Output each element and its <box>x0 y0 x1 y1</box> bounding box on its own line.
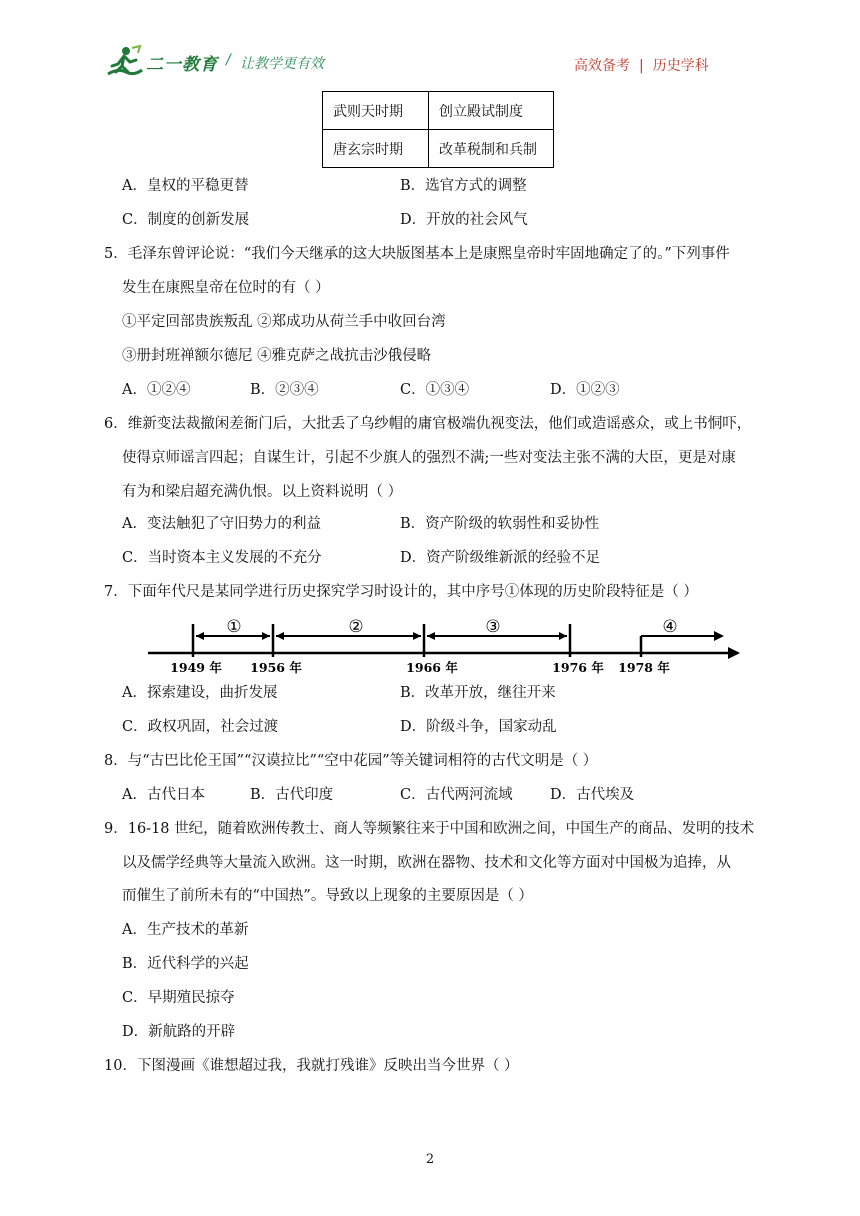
table-cell-period: 唐玄宗时期 <box>323 130 429 168</box>
q5-items-line1: ①平定回部贵族叛乱 ②郑成功从荷兰手中收回台湾 <box>122 314 446 330</box>
q8-option-b: B．古代印度 <box>250 787 334 803</box>
q7-stem-line1: 7．下面年代尺是某同学进行历史探究学习时设计的，其中序号①体现的历史阶段特征是（ ） <box>104 584 698 600</box>
period-arrowhead <box>559 632 567 640</box>
q6-stem-line1: 6．维新变法裁撤闲差衙门后，大批丢了乌纱帽的庸官极端仇视变法，他们或造谣惑众，或上书恫吓， <box>104 416 752 432</box>
q5-items-line2: ③册封班禅额尔德尼 ④雅克萨之战抗击沙俄侵略 <box>122 348 432 364</box>
brand-name: 二一教育 <box>146 55 218 75</box>
q7-option-d: D．阶级斗争，国家动乱 <box>400 719 557 735</box>
q6-stem-line2: 使得京师谣言四起；自谋生计，引起不少旗人的强烈不满;一些对变法主张不满的大臣，更是对康 <box>122 450 736 466</box>
period-arrowhead <box>196 632 204 640</box>
q9-stem-line2: 以及儒学经典等大量流入欧洲。这一时期，欧洲在器物、技术和文化等方面对中国极为追捧，从 <box>122 855 731 871</box>
period-marker-4: ④ <box>662 617 678 637</box>
q5-option-d: D．①②③ <box>550 382 620 398</box>
timeline-axis-arrow <box>728 647 740 659</box>
policy-table <box>322 91 554 168</box>
q9-stem-line1: 9．16-18 世纪，随着欧洲传教士、商人等频繁往来于中国和欧洲之间，中国生产的商品、发明的技术 <box>104 821 755 837</box>
q7-option-b: B．改革开放，继往开来 <box>400 685 556 701</box>
q6-option-d: D．资产阶级维新派的经验不足 <box>400 550 601 566</box>
table-cell-event: 改革税制和兵制 <box>429 130 554 168</box>
period-arrowhead <box>276 632 284 640</box>
table-row <box>323 92 554 130</box>
period-marker-1: ① <box>226 617 242 637</box>
q9-option-d: D．新航路的开辟 <box>122 1024 236 1040</box>
page-number: 2 <box>425 1152 435 1167</box>
timeline-ruler <box>148 612 748 682</box>
q5-stem-line1: 5．毛泽东曾评论说：“我们今天继承的这大块版图基本上是康熙皇帝时牢固地确定了的。”下列事件 <box>104 246 730 262</box>
header-subject <box>574 55 709 75</box>
year-label: 1949 年 <box>170 660 222 675</box>
table-cell-period: 武则天时期 <box>323 92 429 130</box>
q6-option-a: A．变法触犯了守旧势力的利益 <box>122 516 321 532</box>
q6-option-c: C．当时资本主义发展的不充分 <box>122 550 322 566</box>
runner-logo-icon <box>104 44 146 80</box>
q4-option-a: A．皇权的平稳更替 <box>122 178 249 194</box>
q6-option-b: B．资产阶级的软弱性和妥协性 <box>400 516 600 532</box>
q5-option-a: A．①②④ <box>122 382 191 398</box>
q5-option-b: B．②③④ <box>250 382 319 398</box>
header-separator: | <box>639 58 644 74</box>
q6-stem-line3: 有为和梁启超充满仇恨。以上资料说明（ ） <box>122 484 403 500</box>
q8-option-c: C．古代两河流域 <box>400 787 513 803</box>
header-slash: / <box>226 52 231 68</box>
q8-stem-line1: 8．与“古巴比伦王国”“汉谟拉比”“空中花园”等关键词相符的古代文明是（ ） <box>104 753 598 769</box>
header-exam-label: 高效备考 <box>574 58 630 74</box>
q9-option-b: B．近代科学的兴起 <box>122 956 249 972</box>
q7-option-c: C．政权巩固，社会过渡 <box>122 719 279 735</box>
q5-stem-line2: 发生在康熙皇帝在位时的有（ ） <box>122 280 330 296</box>
brand-slogan: 让教学更有效 <box>240 56 324 72</box>
q8-option-a: A．古代日本 <box>122 787 205 803</box>
table-cell-event: 创立殿试制度 <box>429 92 554 130</box>
period-marker-2: ② <box>348 617 364 637</box>
q9-stem-line3: 而催生了前所未有的“中国热”。导致以上现象的主要原因是（ ） <box>122 888 533 904</box>
year-label: 1976 年 <box>552 660 604 675</box>
table-row <box>323 130 554 168</box>
q9-option-a: A．生产技术的革新 <box>122 922 249 938</box>
year-label: 1966 年 <box>406 660 458 675</box>
q10-stem-line1: 10．下图漫画《谁想超过我，我就打残谁》反映出当今世界（ ） <box>104 1058 519 1074</box>
q5-option-c: C．①③④ <box>400 382 470 398</box>
period-arrowhead <box>262 632 270 640</box>
header-subject-label: 历史学科 <box>652 58 709 74</box>
q9-option-c: C．早期殖民掠夺 <box>122 990 235 1006</box>
q8-option-d: D．古代埃及 <box>550 787 635 803</box>
period-arrowhead <box>714 631 724 641</box>
q4-option-c: C．制度的创新发展 <box>122 212 250 228</box>
page-header <box>0 0 860 90</box>
q4-option-b: B．选官方式的调整 <box>400 178 527 194</box>
q4-option-d: D．开放的社会风气 <box>400 212 528 228</box>
period-marker-3: ③ <box>485 617 501 637</box>
year-label: 1978 年 <box>618 660 670 675</box>
q7-option-a: A．探索建设，曲折发展 <box>122 685 278 701</box>
period-arrowhead <box>413 632 421 640</box>
period-arrowhead <box>427 632 435 640</box>
year-label: 1956 年 <box>250 660 302 675</box>
